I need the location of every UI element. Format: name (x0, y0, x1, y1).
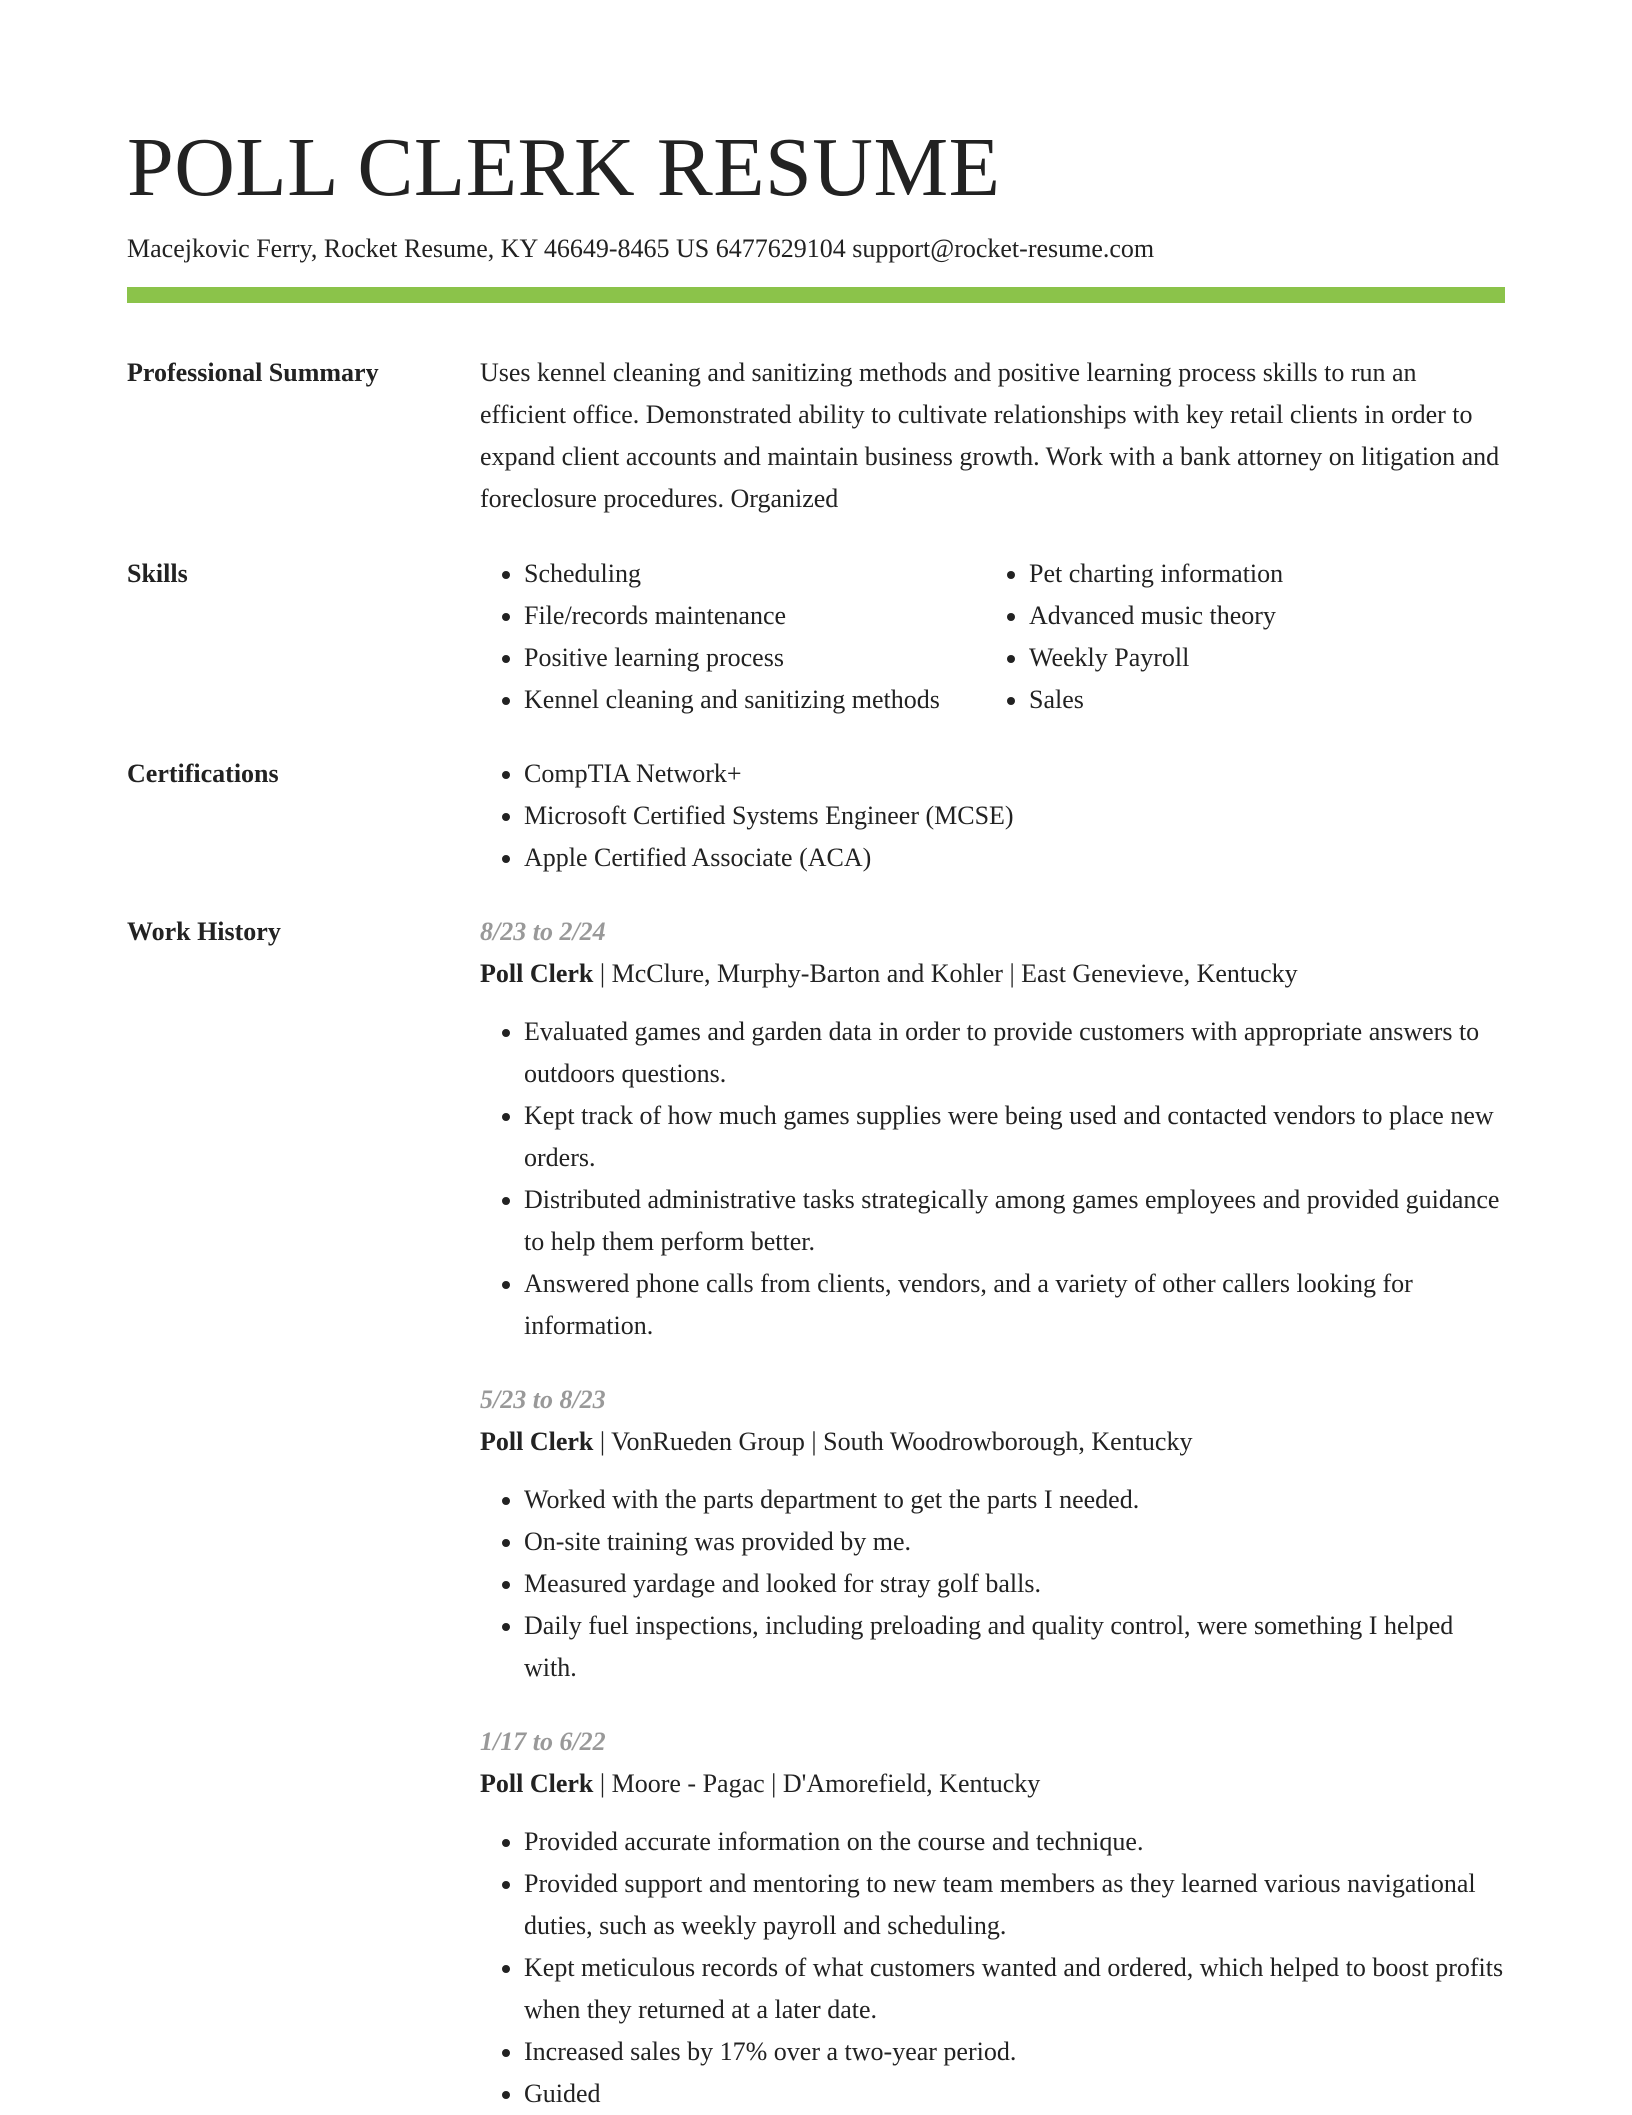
skills-list (480, 553, 1505, 721)
work-history-section (127, 911, 1505, 2115)
resume-page (127, 118, 1505, 2115)
job-location: D'Amorefield, Kentucky (782, 1769, 1041, 1798)
skill-item: • Positive learning process (524, 637, 985, 679)
job-separator: | (804, 1427, 824, 1456)
skill-item: • Advanced music theory (1029, 595, 1505, 637)
job-company: Moore - Pagac (611, 1769, 765, 1798)
job-location: East Genevieve, Kentucky (1021, 959, 1298, 988)
summary-text: Uses kennel cleaning and sanitizing methods and positive learning process skills to run an efficient office. Demonstrated ability to cultivate relationships with key retail clients in order to expand client accounts and maintain business growth. Work with a bank attorney on litigation and foreclosure procedures. Organized (480, 358, 1500, 513)
certification-item: • Apple Certified Associate (ACA) (524, 837, 1505, 879)
certifications-heading: Certifications (127, 759, 279, 788)
skills-section (127, 553, 1505, 721)
contact-email: support@rocket-resume.com (852, 234, 1155, 263)
job-duty: • Provided accurate information on the course and technique. (524, 1821, 1505, 1863)
skills-heading: Skills (127, 559, 188, 588)
work-history-heading: Work History (127, 917, 281, 946)
job-entry (480, 1721, 1505, 2115)
job-dates: 1/17 to 6/22 (480, 1727, 606, 1756)
job-separator: | (1002, 959, 1022, 988)
skills-column-2 (985, 553, 1505, 721)
job-location: South Woodrowborough, Kentucky (823, 1427, 1193, 1456)
job-title: Poll Clerk (480, 1769, 594, 1798)
job-duty: • Distributed administrative tasks strategically among games employees and provided guidance to help them perform better. (524, 1179, 1505, 1263)
job-duties (480, 1821, 1505, 2115)
contact-line (127, 232, 1505, 266)
job-duty: • Daily fuel inspections, including preloading and quality control, were something I helped with. (524, 1605, 1505, 1689)
summary-section (127, 352, 1505, 520)
resume-title: POLL CLERK RESUME (127, 121, 1001, 214)
job-company: VonRueden Group (611, 1427, 805, 1456)
job-separator: | (764, 1769, 783, 1798)
certification-item: • Microsoft Certified Systems Engineer (MCSE) (524, 795, 1505, 837)
job-title: Poll Clerk (480, 1427, 594, 1456)
skill-item: • File/records maintenance (524, 595, 985, 637)
job-duties (480, 1479, 1505, 1689)
job-heading (480, 1421, 1505, 1463)
skill-item: • Kennel cleaning and sanitizing methods (524, 679, 985, 721)
job-duty: • On-site training was provided by me. (524, 1521, 1505, 1563)
certification-item: • CompTIA Network+ (524, 753, 1505, 795)
job-duty: • Measured yardage and looked for stray golf balls. (524, 1563, 1505, 1605)
contact-phone: 6477629104 (715, 234, 846, 263)
job-separator: | (593, 959, 612, 988)
job-duty: • Increased sales by 17% over a two-year period. (524, 2031, 1505, 2073)
contact-address: Macejkovic Ferry, Rocket Resume, KY 46649-8465 US (127, 234, 710, 263)
job-heading (480, 953, 1505, 995)
job-duty: • Kept track of how much games supplies were being used and contacted vendors to place new orders. (524, 1095, 1505, 1179)
job-duty: • Guided (524, 2073, 1505, 2115)
skill-item: • Scheduling (524, 553, 985, 595)
job-entry (480, 911, 1505, 1347)
job-duty: • Answered phone calls from clients, vendors, and a variety of other callers looking for information. (524, 1263, 1505, 1347)
job-separator: | (593, 1769, 612, 1798)
job-heading (480, 1763, 1505, 1805)
skill-item: • Sales (1029, 679, 1505, 721)
job-duty: • Provided support and mentoring to new team members as they learned various navigational duties, such as weekly payroll and scheduling. (524, 1863, 1505, 1947)
certifications-list (480, 753, 1505, 879)
summary-heading: Professional Summary (127, 358, 379, 387)
certifications-section (127, 753, 1505, 879)
job-duty: • Evaluated games and garden data in order to provide customers with appropriate answers to outdoors questions. (524, 1011, 1505, 1095)
job-dates: 8/23 to 2/24 (480, 917, 606, 946)
job-dates: 5/23 to 8/23 (480, 1385, 606, 1414)
job-separator: | (593, 1427, 612, 1456)
header-divider (127, 287, 1505, 303)
job-duty: • Worked with the parts department to get the parts I needed. (524, 1479, 1505, 1521)
job-duty: • Kept meticulous records of what customers wanted and ordered, which helped to boost profits when they returned at a later date. (524, 1947, 1505, 2031)
job-company: McClure, Murphy-Barton and Kohler (611, 959, 1003, 988)
job-title: Poll Clerk (480, 959, 594, 988)
job-entry (480, 1379, 1505, 1689)
skill-item: • Weekly Payroll (1029, 637, 1505, 679)
work-history-list (480, 911, 1505, 2115)
skill-item: • Pet charting information (1029, 553, 1505, 595)
job-duties (480, 1011, 1505, 1347)
skills-column-1 (480, 553, 985, 721)
